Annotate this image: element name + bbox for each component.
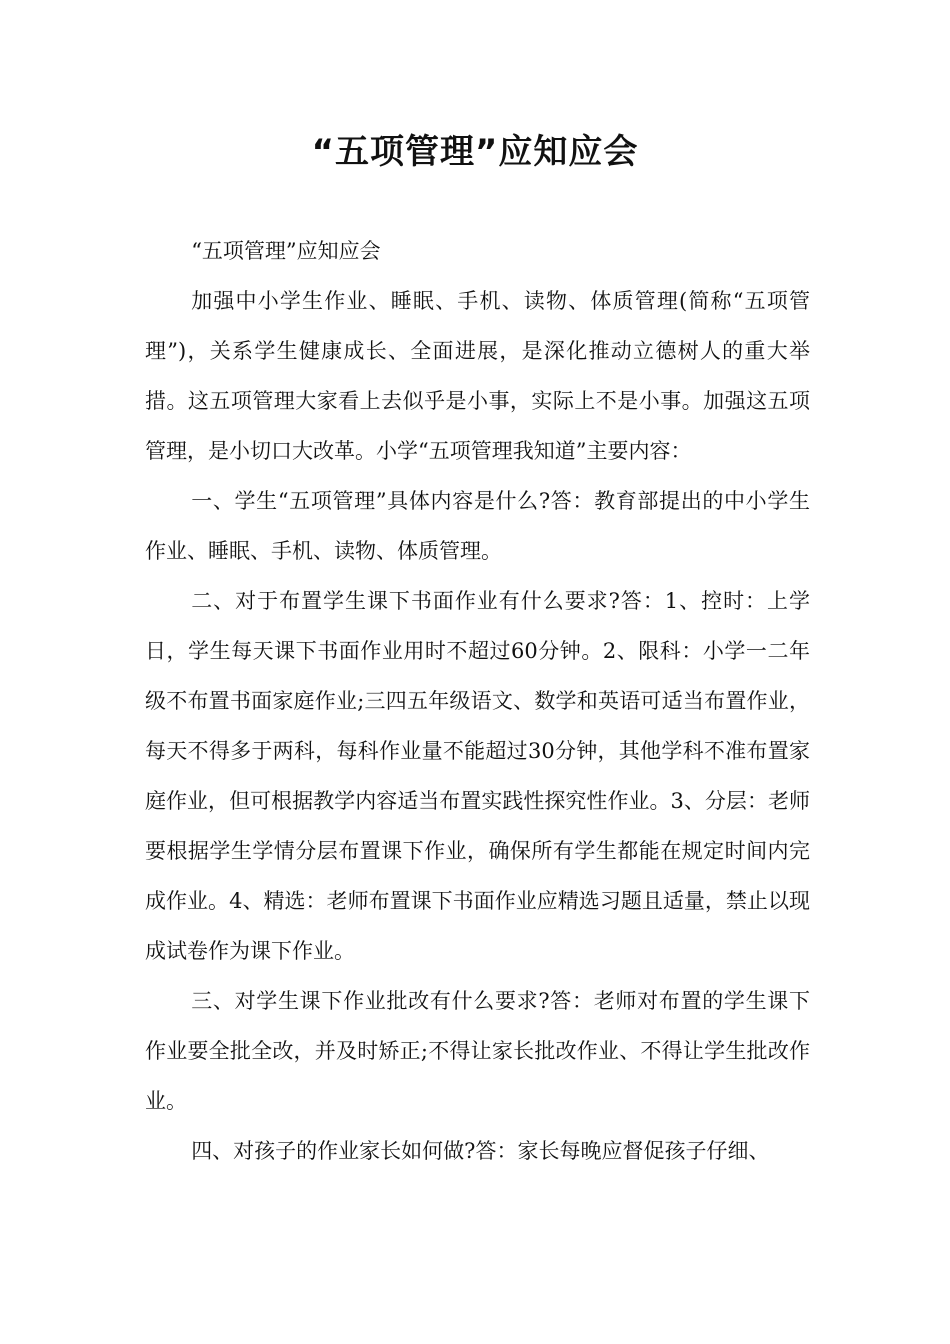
paragraph-question-2: 二、对于布置学生课下书面作业有什么要求?答：1、控时：上学日，学生每天课下书面作业用时不超过60分钟。2、限科：小学一二年级不布置书面家庭作业;三四五年级语文、数学和英语可适当布置作业，每天不得多于两科，每科作业量不能超过30分钟，其他学科不准布置家庭作业，但可根据教学内容适当布置实践性探究性作业。3、分层：老师要根据学生学情分层布置课下作业，确保所有学生都能在规定时间内完成作业。4、精选：老师布置课下书面作业应精选习题且适量，禁止以现成试卷作为课下作业。	[145, 589, 810, 963]
paragraph-subtitle: “五项管理”应知应会	[191, 239, 381, 263]
document-title: “五项管理”应知应会	[311, 132, 639, 172]
paragraph-intro: 加强中小学生作业、睡眠、手机、读物、体质管理(简称“五项管理”)，关系学生健康成长、全面进展，是深化推动立德树人的重大举措。这五项管理大家看上去似乎是小事，实际上不是小事。加强这五项管理，是小切口大改革。小学“五项管理我知道”主要内容：	[145, 289, 810, 463]
paragraph-question-4: 四、对孩子的作业家长如何做?答：家长每晚应督促孩子仔细、	[191, 1139, 770, 1163]
paragraph-question-3: 三、对学生课下作业批改有什么要求?答：老师对布置的学生课下作业要全批全改，并及时矫正;不得让家长批改作业、不得让学生批改作业。	[145, 989, 810, 1113]
paragraph-question-1: 一、学生“五项管理”具体内容是什么?答：教育部提出的中小学生作业、睡眠、手机、读物、体质管理。	[145, 489, 810, 563]
document-body	[145, 226, 810, 1176]
